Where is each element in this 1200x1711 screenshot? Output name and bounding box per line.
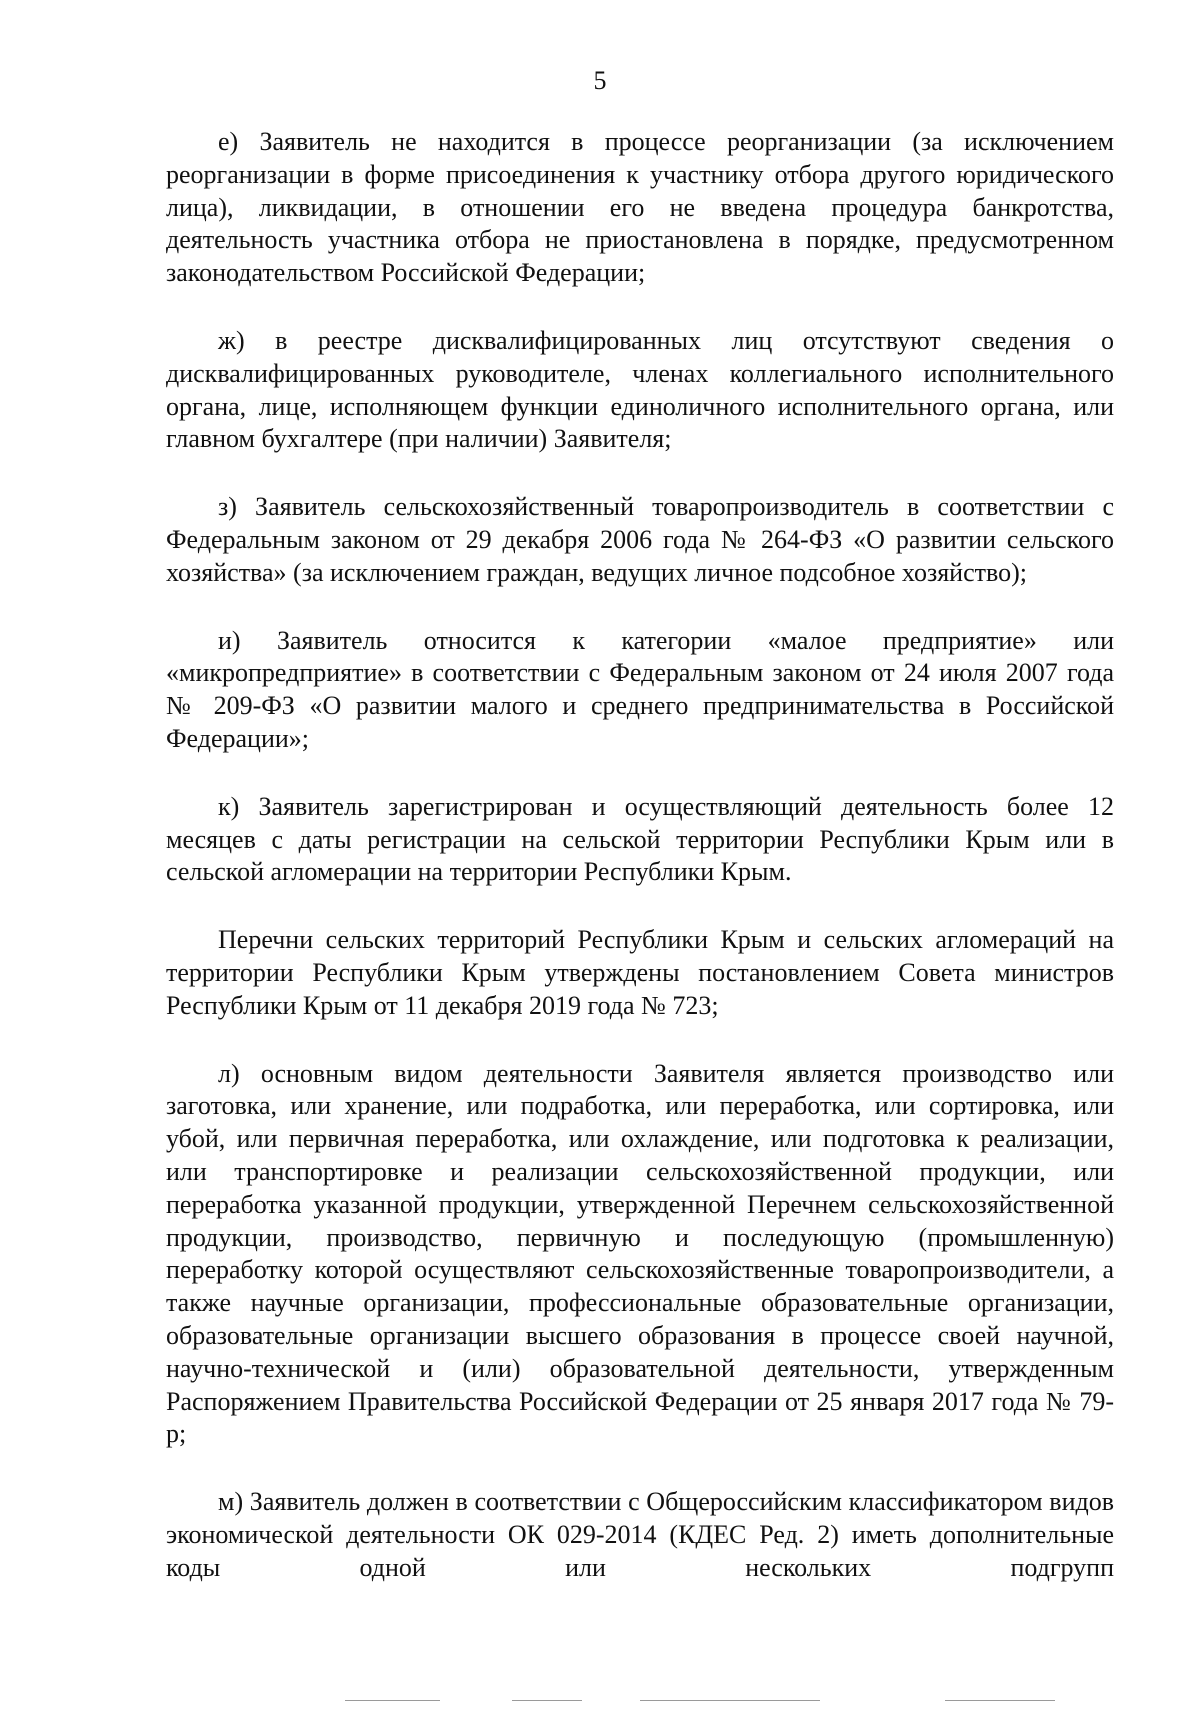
document-body bbox=[166, 126, 1114, 1584]
scan-artifact-line bbox=[512, 1700, 582, 1701]
scan-artifact-line bbox=[345, 1700, 440, 1701]
paragraph-m: м) Заявитель должен в соответствии с Общероссийским классификатором видов экономической деятельности ОК 029-2014 (КДЕС Ред. 2) иметь дополнительные коды одной или нескольких подгрупп bbox=[166, 1487, 1114, 1582]
paragraph-z: з) Заявитель сельскохозяйственный товаропроизводитель в соответствии с Федеральным законом от 29 декабря 2006 года № 264-ФЗ «О развитии сельского хозяйства» (за исключением граждан, ведущих личное подсобное хозяйство); bbox=[166, 492, 1114, 587]
paragraph-l: л) основным видом деятельности Заявителя является производство или заготовка, или хранение, или подработка, или переработка, или сортировка, или убой, или первичная переработка, или охлаждение, или подготовка к реализации, или транспортировке и реализации сельскохозяйственной продукции, или переработка указанной продукции, утвержденной Перечнем сельскохозяйственной продукции, производство, первичную и последующую (промышленную) переработку которой осуществляют сельскохозяйственные товаропроизводители, а также научные организации, профессиональные образовательные организации, образовательные организации высшего образования в процессе своей научной, научно-технической и (или) образовательной деятельности, утвержденным Распоряжением Правительства Российской Федерации от 25 января 2017 года № 79-р; bbox=[166, 1058, 1114, 1449]
scan-artifact-line bbox=[640, 1700, 820, 1701]
scan-artifact-line bbox=[945, 1700, 1055, 1701]
paragraph-e: е) Заявитель не находится в процессе реорганизации (за исключением реорганизации в форме присоединения к участнику отбора другого юридического лица), ликвидации, в отношении его не введена процедура банкротства, деятельность участника отбора не приостановлена в порядке, предусмотренном законодательством Российской Федерации; bbox=[166, 127, 1114, 288]
paragraph-zh: ж) в реестре дисквалифицированных лиц отсутствуют сведения о дисквалифицированных руководителе, членах коллегиального исполнительного органа, лице, исполняющем функции единоличного исполнительного органа, или главном бухгалтере (при наличии) Заявителя; bbox=[166, 325, 1114, 454]
page-number: 5 bbox=[593, 66, 607, 95]
paragraph-territories: Перечни сельских территорий Республики Крым и сельских агломераций на территории Республики Крым утверждены постановлением Совета министров Республики Крым от 11 декабря 2019 года № 723; bbox=[166, 925, 1114, 1020]
paragraph-k: к) Заявитель зарегистрирован и осуществляющий деятельность более 12 месяцев с даты регистрации на сельской территории Республики Крым или в сельской агломерации на территории Республики Крым. bbox=[166, 791, 1114, 887]
paragraph-i: и) Заявитель относится к категории «малое предприятие» или «микропредприятие» в соответствии с Федеральным законом от 24 июля 2007 года № 209-ФЗ «О развитии малого и среднего предпринимательства в Российской Федерации»; bbox=[166, 625, 1114, 753]
